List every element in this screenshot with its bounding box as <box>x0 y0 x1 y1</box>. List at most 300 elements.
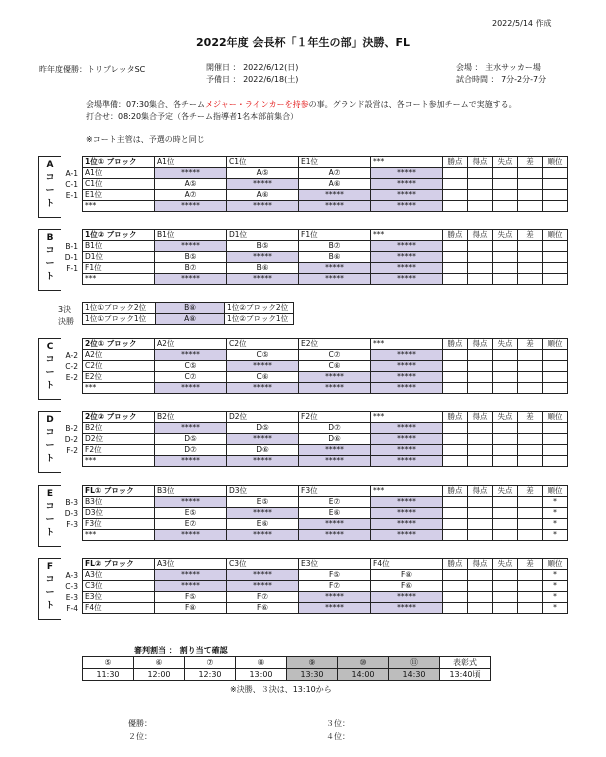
match-cell: F⑦ <box>227 592 299 603</box>
page-title: 2022年度 会長杯「１年生の部」決勝、FL <box>196 36 410 49</box>
match-cell: ***** <box>155 383 227 394</box>
final-row <box>83 314 294 325</box>
stat-cell <box>493 497 518 508</box>
match-cell: ***** <box>155 423 227 434</box>
col-header: F4位 <box>371 559 443 570</box>
team-name: E3位 <box>83 592 155 603</box>
stat-cell <box>518 361 543 372</box>
team-name: B2位 <box>83 423 155 434</box>
finals-team: 1位①ブロック2位 <box>83 303 156 314</box>
rank-cell <box>543 456 568 467</box>
match-cell: F⑦ <box>299 581 371 592</box>
row-code: F-3 <box>66 520 78 529</box>
match-cell: E⑦ <box>155 519 227 530</box>
team-name: E1位 <box>83 190 155 201</box>
team-name: C2位 <box>83 361 155 372</box>
stat-cell <box>468 445 493 456</box>
match-cell: ***** <box>371 603 443 614</box>
winner-label: 優勝： <box>128 719 152 728</box>
rank-cell <box>543 201 568 212</box>
match-cell: A⑦ <box>155 190 227 201</box>
team-name: F2位 <box>83 445 155 456</box>
stat-cell <box>518 497 543 508</box>
stat-cell <box>443 530 468 541</box>
match-cell: ***** <box>155 456 227 467</box>
match-cell: ***** <box>371 274 443 285</box>
stat-cell <box>518 201 543 212</box>
stat-cell <box>493 592 518 603</box>
match-cell: ***** <box>371 361 443 372</box>
stat-header: 失点 <box>493 339 518 350</box>
stat-cell <box>518 383 543 394</box>
stat-cell <box>493 383 518 394</box>
stat-cell <box>518 434 543 445</box>
last-winner: 昨年度優勝：トリプレッタSC <box>39 65 146 74</box>
stat-cell <box>443 241 468 252</box>
stat-cell <box>518 508 543 519</box>
stat-header: 差 <box>518 230 543 241</box>
match-cell: D⑤ <box>227 423 299 434</box>
match-cell: ***** <box>371 241 443 252</box>
team-name: A2位 <box>83 350 155 361</box>
match-cell: ***** <box>371 592 443 603</box>
finals-match: B⑧ <box>156 303 225 314</box>
stat-cell <box>493 168 518 179</box>
rank-cell <box>543 168 568 179</box>
col-header: E2位 <box>299 339 371 350</box>
match-cell: ***** <box>299 456 371 467</box>
stat-cell <box>493 519 518 530</box>
col-header: A1位 <box>155 157 227 168</box>
match-cell: ***** <box>227 361 299 372</box>
stat-cell <box>518 274 543 285</box>
stat-cell <box>518 530 543 541</box>
stat-cell <box>443 570 468 581</box>
stat-cell <box>493 179 518 190</box>
referee-time: 13:30 <box>287 669 338 681</box>
referee-slot: ⑪ <box>389 657 440 669</box>
stat-header: 勝点 <box>443 412 468 423</box>
match-cell: F⑧ <box>155 603 227 614</box>
stat-cell <box>493 372 518 383</box>
rank-cell: * <box>543 530 568 541</box>
match-cell: C⑦ <box>155 372 227 383</box>
match-cell: D⑥ <box>299 434 371 445</box>
col-header: C2位 <box>227 339 299 350</box>
stat-cell <box>493 423 518 434</box>
match-cell: D⑦ <box>155 445 227 456</box>
stat-cell <box>468 434 493 445</box>
match-cell: ***** <box>371 519 443 530</box>
match-cell: D⑤ <box>155 434 227 445</box>
col-header: A3位 <box>155 559 227 570</box>
team-name: C1位 <box>83 179 155 190</box>
row-code: C-3 <box>65 582 78 591</box>
match-cell: ***** <box>227 434 299 445</box>
row-code: E-3 <box>65 593 78 602</box>
stat-cell <box>468 350 493 361</box>
stat-cell <box>443 592 468 603</box>
stat-cell <box>518 241 543 252</box>
match-cell: C⑤ <box>227 350 299 361</box>
rank-cell <box>543 274 568 285</box>
stat-cell <box>443 274 468 285</box>
stat-cell <box>518 423 543 434</box>
match-cell: ***** <box>371 530 443 541</box>
match-cell: C⑥ <box>227 372 299 383</box>
rank-cell: * <box>543 570 568 581</box>
stat-header: 順位 <box>543 486 568 497</box>
match-cell: C⑤ <box>155 361 227 372</box>
referee-table <box>82 656 491 681</box>
rank-cell: * <box>543 519 568 530</box>
stat-cell <box>468 361 493 372</box>
match-cell: ***** <box>155 350 227 361</box>
venue: 会場 ： 主水サッカー場 <box>456 63 541 72</box>
stat-cell <box>518 263 543 274</box>
stat-header: 差 <box>518 339 543 350</box>
stat-header: 順位 <box>543 157 568 168</box>
stat-cell <box>443 497 468 508</box>
match-cell: ***** <box>299 190 371 201</box>
event-date: 開催日 ： 2022/6/12(日) <box>206 63 299 72</box>
col-header: F3位 <box>299 486 371 497</box>
rank-cell: * <box>543 592 568 603</box>
match-cell: ***** <box>299 201 371 212</box>
rank-cell <box>543 252 568 263</box>
row-code: F-2 <box>66 446 78 455</box>
stat-cell <box>493 350 518 361</box>
stat-cell <box>468 581 493 592</box>
stat-header: 失点 <box>493 230 518 241</box>
stat-header: 差 <box>518 486 543 497</box>
match-cell: ***** <box>371 168 443 179</box>
third-label: ３位： <box>326 719 350 728</box>
stat-cell <box>493 445 518 456</box>
rank-cell: * <box>543 508 568 519</box>
col-header: D1位 <box>227 230 299 241</box>
stat-header: 得点 <box>468 157 493 168</box>
third-place-label: 3決 <box>58 305 72 314</box>
match-cell: ***** <box>299 383 371 394</box>
match-cell: ***** <box>371 445 443 456</box>
team-name: B1位 <box>83 241 155 252</box>
match-cell: B⑤ <box>227 241 299 252</box>
match-cell: ***** <box>155 581 227 592</box>
match-cell: B⑦ <box>299 241 371 252</box>
match-cell: B⑤ <box>155 252 227 263</box>
col-header: C3位 <box>227 559 299 570</box>
row-code: D-3 <box>64 509 78 518</box>
stat-cell <box>468 570 493 581</box>
stat-cell <box>443 434 468 445</box>
rank-cell <box>543 179 568 190</box>
col-header: *** <box>371 157 443 168</box>
stat-cell <box>518 168 543 179</box>
stat-header: 差 <box>518 157 543 168</box>
row-code: E-1 <box>65 191 78 200</box>
stat-cell <box>493 603 518 614</box>
match-cell: B⑥ <box>299 252 371 263</box>
col-header: F1位 <box>299 230 371 241</box>
court-label: B コ ー ト <box>38 229 61 291</box>
block-header: 1位① ブロック <box>83 157 155 168</box>
court-table <box>82 338 568 394</box>
referee-time: 12:00 <box>134 669 185 681</box>
match-cell: E⑥ <box>299 508 371 519</box>
stat-cell <box>468 190 493 201</box>
referee-slot: ⑤ <box>83 657 134 669</box>
stat-cell <box>518 570 543 581</box>
stat-cell <box>468 263 493 274</box>
team-name: *** <box>83 274 155 285</box>
team-name: E2位 <box>83 372 155 383</box>
match-cell: ***** <box>227 570 299 581</box>
stat-cell <box>518 592 543 603</box>
stat-cell <box>493 241 518 252</box>
stat-cell <box>518 190 543 201</box>
stat-cell <box>493 508 518 519</box>
stat-cell <box>468 168 493 179</box>
match-cell: F⑤ <box>155 592 227 603</box>
court-label: C コ ー ト <box>38 338 61 400</box>
match-cell: ***** <box>371 383 443 394</box>
col-header: D2位 <box>227 412 299 423</box>
match-cell: C⑦ <box>299 350 371 361</box>
stat-header: 失点 <box>493 412 518 423</box>
final-label: 決勝 <box>58 317 74 326</box>
match-cell: ***** <box>299 592 371 603</box>
stat-header: 得点 <box>468 559 493 570</box>
match-cell: ***** <box>227 179 299 190</box>
finals-team: 1位②ブロック2位 <box>225 303 294 314</box>
match-cell: ***** <box>227 508 299 519</box>
match-cell: F⑥ <box>227 603 299 614</box>
match-cell: ***** <box>155 201 227 212</box>
fourth-label: ４位： <box>326 732 350 741</box>
stat-cell <box>518 252 543 263</box>
court-table <box>82 156 568 212</box>
col-header: D3位 <box>227 486 299 497</box>
block-header: FL② ブロック <box>83 559 155 570</box>
rank-cell <box>543 423 568 434</box>
referee-slot: ⑩ <box>338 657 389 669</box>
match-cell: ***** <box>371 456 443 467</box>
stat-cell <box>493 274 518 285</box>
stat-cell <box>468 423 493 434</box>
stat-header: 得点 <box>468 339 493 350</box>
rank-cell <box>543 241 568 252</box>
match-cell: F⑥ <box>371 581 443 592</box>
stat-cell <box>518 372 543 383</box>
row-code: A-2 <box>65 351 78 360</box>
stat-cell <box>518 350 543 361</box>
stat-cell <box>493 190 518 201</box>
block-header: 2位① ブロック <box>83 339 155 350</box>
stat-cell <box>493 263 518 274</box>
rank-cell: * <box>543 581 568 592</box>
match-cell: A⑤ <box>227 168 299 179</box>
col-header: *** <box>371 486 443 497</box>
match-cell: E⑥ <box>227 519 299 530</box>
note-court-host: ※コート主管は、予選の時と同じ <box>86 135 205 144</box>
referee-slot: ⑨ <box>287 657 338 669</box>
stat-cell <box>443 201 468 212</box>
finals-team: 1位①ブロック1位 <box>83 314 156 325</box>
match-cell: ***** <box>371 423 443 434</box>
match-cell: ***** <box>227 581 299 592</box>
match-cell: ***** <box>299 263 371 274</box>
stat-cell <box>443 263 468 274</box>
match-cell: ***** <box>155 241 227 252</box>
stat-cell <box>443 581 468 592</box>
court-label: D コ ー ト <box>38 411 61 473</box>
stat-cell <box>518 603 543 614</box>
team-name: A3位 <box>83 570 155 581</box>
note-meeting: 打合せ：08:20集合予定（各チーム指導者1名本部前集合） <box>86 112 299 121</box>
referee-time: 14:00 <box>338 669 389 681</box>
col-header: *** <box>371 412 443 423</box>
stat-header: 失点 <box>493 157 518 168</box>
row-code: B-1 <box>65 242 78 251</box>
stat-cell <box>468 497 493 508</box>
stat-cell <box>443 350 468 361</box>
stat-cell <box>493 570 518 581</box>
team-name: F4位 <box>83 603 155 614</box>
stat-cell <box>468 274 493 285</box>
match-cell: A⑤ <box>155 179 227 190</box>
team-name: F1位 <box>83 263 155 274</box>
match-cell: ***** <box>299 274 371 285</box>
stat-cell <box>493 434 518 445</box>
match-cell: ***** <box>227 252 299 263</box>
stat-cell <box>443 519 468 530</box>
stat-cell <box>468 519 493 530</box>
stat-cell <box>468 241 493 252</box>
stat-cell <box>443 456 468 467</box>
referee-time: 13:40頃 <box>440 669 491 681</box>
referee-title: 審判割当 ： 割り当て確認 <box>134 646 228 655</box>
created-date: 2022/5/14 作成 <box>492 19 552 28</box>
rank-cell <box>543 190 568 201</box>
match-cell: ***** <box>371 263 443 274</box>
match-cell: ***** <box>371 201 443 212</box>
stat-cell <box>493 456 518 467</box>
stat-cell <box>518 581 543 592</box>
referee-slot: ⑥ <box>134 657 185 669</box>
col-header: B3位 <box>155 486 227 497</box>
match-cell: ***** <box>227 274 299 285</box>
stat-header: 順位 <box>543 559 568 570</box>
stat-cell <box>443 508 468 519</box>
col-header: A2位 <box>155 339 227 350</box>
match-cell: F⑤ <box>299 570 371 581</box>
match-cell: ***** <box>299 603 371 614</box>
match-cell: B⑦ <box>155 263 227 274</box>
col-header: E3位 <box>299 559 371 570</box>
match-cell: ***** <box>227 383 299 394</box>
match-cell: ***** <box>371 434 443 445</box>
stat-cell <box>443 252 468 263</box>
team-name: D3位 <box>83 508 155 519</box>
match-cell: ***** <box>155 530 227 541</box>
finals-table <box>82 302 294 325</box>
rank-cell <box>543 350 568 361</box>
stat-cell <box>518 519 543 530</box>
match-cell: A⑥ <box>299 179 371 190</box>
row-code: F-1 <box>66 264 78 273</box>
match-cell: E⑦ <box>299 497 371 508</box>
match-cell: ***** <box>299 519 371 530</box>
finals-match: A⑧ <box>156 314 225 325</box>
stat-header: 失点 <box>493 486 518 497</box>
stat-cell <box>468 383 493 394</box>
match-cell: ***** <box>371 372 443 383</box>
stat-header: 勝点 <box>443 157 468 168</box>
col-header: B1位 <box>155 230 227 241</box>
rank-cell <box>543 361 568 372</box>
stat-cell <box>493 201 518 212</box>
col-header: B2位 <box>155 412 227 423</box>
block-header: FL① ブロック <box>83 486 155 497</box>
team-name: D1位 <box>83 252 155 263</box>
court-table <box>82 558 568 614</box>
stat-cell <box>518 179 543 190</box>
court-table <box>82 485 568 541</box>
match-cell: C⑥ <box>299 361 371 372</box>
referee-slot: 表彰式 <box>440 657 491 669</box>
stat-cell <box>518 445 543 456</box>
match-cell: D⑥ <box>227 445 299 456</box>
referee-slot: ⑧ <box>236 657 287 669</box>
third-place-row <box>83 303 294 314</box>
match-cell: ***** <box>299 530 371 541</box>
team-name: B3位 <box>83 497 155 508</box>
stat-cell <box>443 190 468 201</box>
stat-cell <box>468 372 493 383</box>
match-cell: ***** <box>371 497 443 508</box>
referee-time: 14:30 <box>389 669 440 681</box>
stat-cell <box>443 361 468 372</box>
match-cell: A⑦ <box>299 168 371 179</box>
note-preparation: 会場準備：07:30集合、各チームメジャー・ラインカーを持参の事。グランド設営は、各コート参加チームで実施する。 <box>86 100 517 109</box>
row-code: A-1 <box>65 169 78 178</box>
stat-cell <box>443 603 468 614</box>
team-name: A1位 <box>83 168 155 179</box>
stat-cell <box>493 252 518 263</box>
stat-cell <box>518 456 543 467</box>
match-cell: ***** <box>371 190 443 201</box>
match-cell: ***** <box>371 508 443 519</box>
rank-cell: * <box>543 497 568 508</box>
stat-header: 差 <box>518 559 543 570</box>
col-header: *** <box>371 230 443 241</box>
team-name: *** <box>83 456 155 467</box>
stat-header: 失点 <box>493 559 518 570</box>
match-cell: B⑥ <box>227 263 299 274</box>
row-code: E-2 <box>65 373 78 382</box>
stat-header: 勝点 <box>443 339 468 350</box>
stat-header: 得点 <box>468 412 493 423</box>
team-name: C3位 <box>83 581 155 592</box>
row-code: D-2 <box>64 435 78 444</box>
stat-header: 得点 <box>468 230 493 241</box>
match-time: 試合時間 ： 7分-2分-7分 <box>456 75 547 84</box>
rank-cell <box>543 383 568 394</box>
stat-cell <box>493 581 518 592</box>
row-code: B-3 <box>65 498 78 507</box>
match-cell: D⑦ <box>299 423 371 434</box>
